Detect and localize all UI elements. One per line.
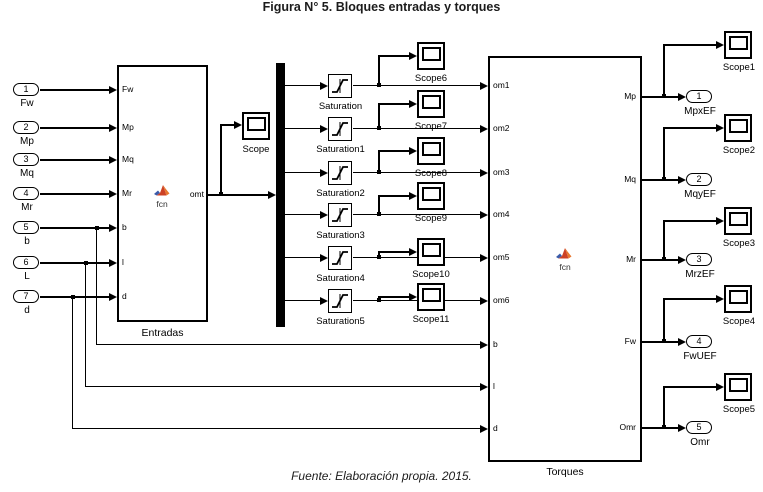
wire (40, 127, 109, 129)
torques-output-label: Omr (619, 422, 636, 432)
outport-1[interactable] (686, 90, 712, 103)
wire (220, 125, 222, 194)
scope-screen (422, 288, 441, 302)
figure-title: Figura N° 5. Bloques entradas y torques (262, 0, 501, 14)
wire (96, 344, 480, 345)
torques-port-label: d (493, 423, 498, 433)
inport-7-label: d (24, 305, 30, 316)
inport-1[interactable] (13, 83, 39, 96)
saturation-block[interactable] (328, 117, 352, 141)
scope-block[interactable] (724, 207, 752, 235)
scope-screen (729, 290, 748, 304)
arrowhead (678, 256, 686, 264)
inport-4-label: Mr (21, 202, 33, 213)
outport-5-label: Omr (690, 437, 710, 448)
saturation-block[interactable] (328, 74, 352, 98)
arrowhead (716, 41, 724, 49)
scope-screen (729, 36, 748, 50)
inport-5-label: b (24, 236, 30, 247)
scope-block[interactable] (417, 42, 445, 70)
wire (40, 89, 109, 91)
wire (285, 300, 320, 301)
outport-2-label: MqyEF (684, 189, 716, 200)
torques-port-label: om3 (493, 167, 510, 177)
arrowhead (109, 124, 117, 132)
inport-5-number: 5 (23, 222, 29, 232)
arrowhead (480, 383, 488, 391)
arrowhead (320, 211, 328, 219)
wire (642, 96, 678, 98)
outport-5-number: 5 (696, 422, 702, 432)
arrowhead (320, 169, 328, 177)
demux-block[interactable] (276, 63, 285, 327)
saturation-block[interactable] (328, 203, 352, 227)
saturation-label: Saturation (318, 101, 363, 112)
arrowhead (109, 259, 117, 267)
arrowhead (480, 125, 488, 133)
inport-7-number: 7 (23, 291, 29, 301)
entradas-port-label: d (122, 291, 127, 301)
wire (642, 179, 678, 181)
figure-caption: Fuente: Elaboración propia. 2015. (291, 469, 472, 483)
arrowhead (320, 297, 328, 305)
entradas-block-label: Entradas (141, 327, 184, 339)
wire (285, 214, 320, 215)
inport-2[interactable] (13, 121, 39, 134)
wire (72, 297, 73, 429)
arrowhead (109, 86, 117, 94)
arrowhead (678, 338, 686, 346)
wire (378, 55, 409, 57)
inport-3-label: Mq (20, 168, 34, 179)
arrowhead (268, 191, 276, 199)
torques-port-label: l (493, 381, 495, 391)
entradas-port-label: Mr (122, 188, 132, 198)
scope-label: Scope9 (414, 213, 448, 224)
wire (96, 228, 97, 345)
outport-4-number: 4 (696, 336, 702, 346)
wire (642, 427, 678, 429)
wire (285, 172, 320, 173)
arrowhead (480, 341, 488, 349)
scope-label: Scope11 (412, 314, 450, 325)
scope-label: Scope10 (412, 269, 450, 280)
inport-6[interactable] (13, 256, 39, 269)
scope-screen (422, 243, 441, 257)
scope-label: Scope1 (722, 62, 756, 73)
inport-5[interactable] (13, 221, 39, 234)
wire (220, 124, 234, 126)
wire (40, 262, 109, 264)
entradas-output-label: omt (189, 189, 204, 199)
arrowhead (678, 176, 686, 184)
scope-screen (422, 95, 441, 109)
wire (285, 85, 320, 86)
wire (378, 56, 380, 86)
arrowhead (480, 425, 488, 433)
wire (378, 104, 380, 129)
arrowhead (109, 293, 117, 301)
torques-port-label: om6 (493, 295, 510, 305)
torques-port-label: om5 (493, 252, 510, 262)
arrowhead (716, 217, 724, 225)
scope-label: Scope3 (722, 238, 756, 249)
wire (85, 263, 86, 387)
wire (663, 127, 716, 129)
arrowhead (409, 248, 417, 256)
scope-block[interactable] (724, 114, 752, 142)
wire (378, 195, 409, 197)
scope-block[interactable] (724, 373, 752, 401)
inport-4-number: 4 (23, 188, 29, 198)
arrowhead (716, 383, 724, 391)
arrowhead (109, 224, 117, 232)
torques-output-label: Fw (624, 336, 636, 346)
torques-port-label: om2 (493, 123, 510, 133)
wire (72, 428, 480, 429)
torques-port-label: om1 (493, 80, 510, 90)
inport-3-number: 3 (23, 154, 29, 164)
inport-6-label: L (24, 271, 30, 282)
wire (285, 257, 320, 258)
scope-screen (729, 212, 748, 226)
entradas-port-label: Fw (122, 84, 134, 94)
saturation-block[interactable] (328, 161, 352, 185)
saturation-label: Saturation4 (316, 273, 365, 284)
arrowhead (716, 124, 724, 132)
scope-block[interactable] (724, 285, 752, 313)
arrowhead (409, 192, 417, 200)
scope-label: Scope7 (414, 121, 448, 132)
scope-label: Scope4 (722, 316, 756, 327)
wire (378, 196, 380, 215)
entradas-port-label: l (122, 257, 124, 267)
entradas-port-label: Mp (122, 122, 134, 132)
outport-3-number: 3 (696, 254, 702, 264)
entradas-port-label: Mq (122, 154, 134, 164)
wire (40, 159, 109, 161)
wire (353, 85, 480, 86)
scope-block[interactable] (417, 90, 445, 118)
outport-4[interactable] (686, 335, 712, 348)
wire (378, 150, 409, 152)
saturation-block[interactable] (328, 289, 352, 313)
scope-label: Scope6 (414, 73, 448, 84)
wire (663, 386, 716, 388)
arrowhead (678, 93, 686, 101)
outport-4-label: FwUEF (683, 351, 717, 362)
outport-3[interactable] (686, 253, 712, 266)
saturation-block[interactable] (328, 246, 352, 270)
inport-1-label: Fw (20, 98, 34, 109)
wire (40, 193, 109, 195)
saturation-label: Saturation1 (316, 144, 365, 155)
arrowhead (320, 125, 328, 133)
fcn-label: fcn (156, 199, 168, 209)
outport-1-number: 1 (696, 91, 702, 101)
torques-output-label: Mr (626, 254, 636, 264)
arrowhead (109, 190, 117, 198)
wire (378, 103, 409, 105)
scope-label: Scope (242, 144, 270, 155)
arrowhead (409, 52, 417, 60)
scope-label: Scope2 (722, 145, 756, 156)
inport-6-number: 6 (23, 257, 29, 267)
wire (663, 44, 716, 46)
outport-3-label: MrzEF (685, 269, 715, 280)
wire (378, 151, 380, 173)
inport-4[interactable] (13, 187, 39, 200)
wire (663, 128, 665, 180)
torques-block-label: Torques (546, 466, 584, 478)
outport-2-number: 2 (696, 174, 702, 184)
wire (285, 128, 320, 129)
outport-2[interactable] (686, 173, 712, 186)
scope-block[interactable] (417, 238, 445, 266)
scope-block[interactable] (242, 112, 270, 140)
arrowhead (409, 293, 417, 301)
wire (378, 296, 409, 298)
scope-screen (422, 47, 441, 61)
fcn-label: fcn (559, 262, 571, 272)
scope-screen (247, 117, 266, 131)
inport-3[interactable] (13, 153, 39, 166)
inport-1-number: 1 (23, 84, 29, 94)
saturation-label: Saturation3 (316, 230, 365, 241)
arrowhead (480, 169, 488, 177)
wire (663, 298, 716, 300)
scope-block[interactable] (417, 182, 445, 210)
arrowhead (409, 147, 417, 155)
scope-label: Scope5 (722, 404, 756, 415)
scope-block[interactable] (724, 31, 752, 59)
arrowhead (409, 100, 417, 108)
torques-port-label: b (493, 339, 498, 349)
scope-label: Scope8 (414, 168, 448, 179)
arrowhead (234, 121, 242, 129)
arrowhead (480, 82, 488, 90)
wire (642, 341, 678, 343)
torques-output-label: Mq (624, 174, 636, 184)
torques-output-label: Mp (624, 91, 636, 101)
wire (663, 45, 665, 97)
inport-2-number: 2 (23, 122, 29, 132)
scope-block[interactable] (417, 283, 445, 311)
outport-5[interactable] (686, 421, 712, 434)
saturation-label: Saturation5 (316, 316, 365, 327)
outport-1-label: MpxEF (684, 106, 716, 117)
wire (663, 299, 665, 342)
scope-screen (422, 142, 441, 156)
wire (378, 251, 409, 253)
arrowhead (480, 297, 488, 305)
scope-screen (729, 378, 748, 392)
arrowhead (480, 211, 488, 219)
arrowhead (320, 82, 328, 90)
saturation-label: Saturation2 (316, 188, 365, 199)
wire (642, 259, 678, 261)
torques-port-label: om4 (493, 209, 510, 219)
wire (663, 387, 665, 428)
scope-block[interactable] (417, 137, 445, 165)
wire (85, 386, 480, 387)
arrowhead (678, 424, 686, 432)
arrowhead (480, 254, 488, 262)
scope-screen (422, 187, 441, 201)
wire (208, 194, 268, 196)
wire (663, 221, 665, 260)
inport-2-label: Mp (20, 136, 34, 147)
arrowhead (716, 295, 724, 303)
arrowhead (320, 254, 328, 262)
entradas-port-label: b (122, 222, 127, 232)
inport-7[interactable] (13, 290, 39, 303)
wire (663, 220, 716, 222)
scope-screen (729, 119, 748, 133)
arrowhead (109, 156, 117, 164)
